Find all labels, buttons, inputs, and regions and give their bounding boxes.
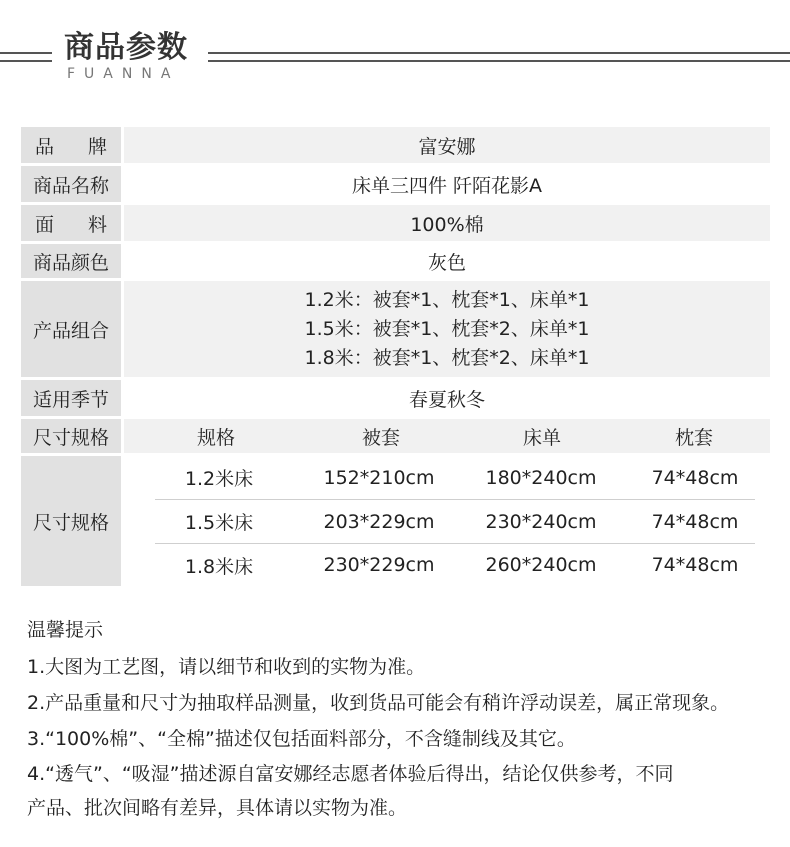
page-title: 商品参数 <box>64 30 188 65</box>
combo-line-1-5m: 1.5米：被套*1、枕套*2、床单*1 <box>304 317 590 340</box>
table-row <box>21 500 770 543</box>
size-cell-sheet: 260*240cm <box>485 554 597 576</box>
size-col-spec: 规格 <box>196 426 235 449</box>
size-header-label: 尺寸规格 <box>21 419 121 453</box>
note-item: 4.“透气”、“吸湿”描述源自富安娜经志愿者体验后得出，结论仅供参考，不同 <box>27 763 674 785</box>
size-cell-sheet: 180*240cm <box>485 466 597 489</box>
param-label-season: 适用季节 <box>21 380 121 416</box>
note-item: 1.大图为工艺图，请以细节和收到的实物为准。 <box>27 656 426 678</box>
note-item: 3.“100%棉”、“全棉”描述仅包括面料部分，不含缝制线及其它。 <box>27 728 576 750</box>
table-row <box>21 544 770 586</box>
size-cell-duvet: 152*210cm <box>323 466 435 489</box>
param-row-season <box>21 380 770 416</box>
size-body <box>21 456 770 586</box>
param-value-name: 床单三四件 阡陌花影A <box>351 174 543 197</box>
size-cell-spec: 1.5米床 <box>184 512 254 534</box>
note-item: 2.产品重量和尺寸为抽取样品测量，收到货品可能会有稍许浮动误差，属正常现象。 <box>27 692 730 714</box>
param-label-fabric-char2: 料 <box>87 213 107 236</box>
size-cell-sheet: 230*240cm <box>485 510 597 533</box>
combo-line-1-8m: 1.8米：被套*1、枕套*2、床单*1 <box>304 346 590 369</box>
param-row-color <box>21 244 770 278</box>
param-label-brand <box>21 127 121 163</box>
param-label-fabric <box>21 205 121 241</box>
param-row-combo <box>21 281 770 377</box>
param-label-fabric-char1: 面 <box>35 213 55 236</box>
table-row <box>21 456 770 499</box>
size-body-label: 尺寸规格 <box>21 456 121 586</box>
size-cell-spec: 1.8米床 <box>184 555 254 578</box>
size-col-pillowcase: 枕套 <box>674 426 713 449</box>
param-row-fabric <box>21 205 770 241</box>
size-cell-pillowcase: 74*48cm <box>651 554 739 576</box>
param-value-brand: 富安娜 <box>124 127 770 163</box>
size-col-sheet: 床单 <box>522 426 561 449</box>
param-label-color: 商品颜色 <box>21 244 121 278</box>
param-row-brand <box>21 127 770 163</box>
combo-line-1-2m: 1.2米：被套*1、枕套*1、床单*1 <box>304 288 590 311</box>
brand-subtitle: FUANNA <box>67 66 180 82</box>
note-item: 产品、批次间略有差异，具体请以实物为准。 <box>27 797 408 819</box>
header-rule-right <box>208 52 790 62</box>
size-cell-pillowcase: 74*48cm <box>651 466 739 489</box>
notes-title: 温馨提示 <box>27 619 104 641</box>
size-cell-spec: 1.2米床 <box>184 468 254 490</box>
size-col-duvet: 被套 <box>361 426 400 449</box>
param-value-fabric: 100%棉 <box>124 205 770 241</box>
size-cell-duvet: 230*229cm <box>323 554 435 576</box>
param-label-brand-char2: 牌 <box>87 135 107 158</box>
size-header-row <box>21 419 770 453</box>
param-label-combo: 产品组合 <box>21 281 121 377</box>
param-row-name <box>21 166 770 202</box>
param-value-combo <box>124 281 770 377</box>
size-cell-duvet: 203*229cm <box>323 510 435 533</box>
param-value-color: 灰色 <box>427 251 466 274</box>
size-cell-pillowcase: 74*48cm <box>651 510 739 533</box>
param-value-season: 春夏秋冬 <box>408 388 485 411</box>
header-rule-left <box>0 52 52 62</box>
param-label-brand-char1: 品 <box>35 135 55 158</box>
param-label-name: 商品名称 <box>21 166 121 202</box>
